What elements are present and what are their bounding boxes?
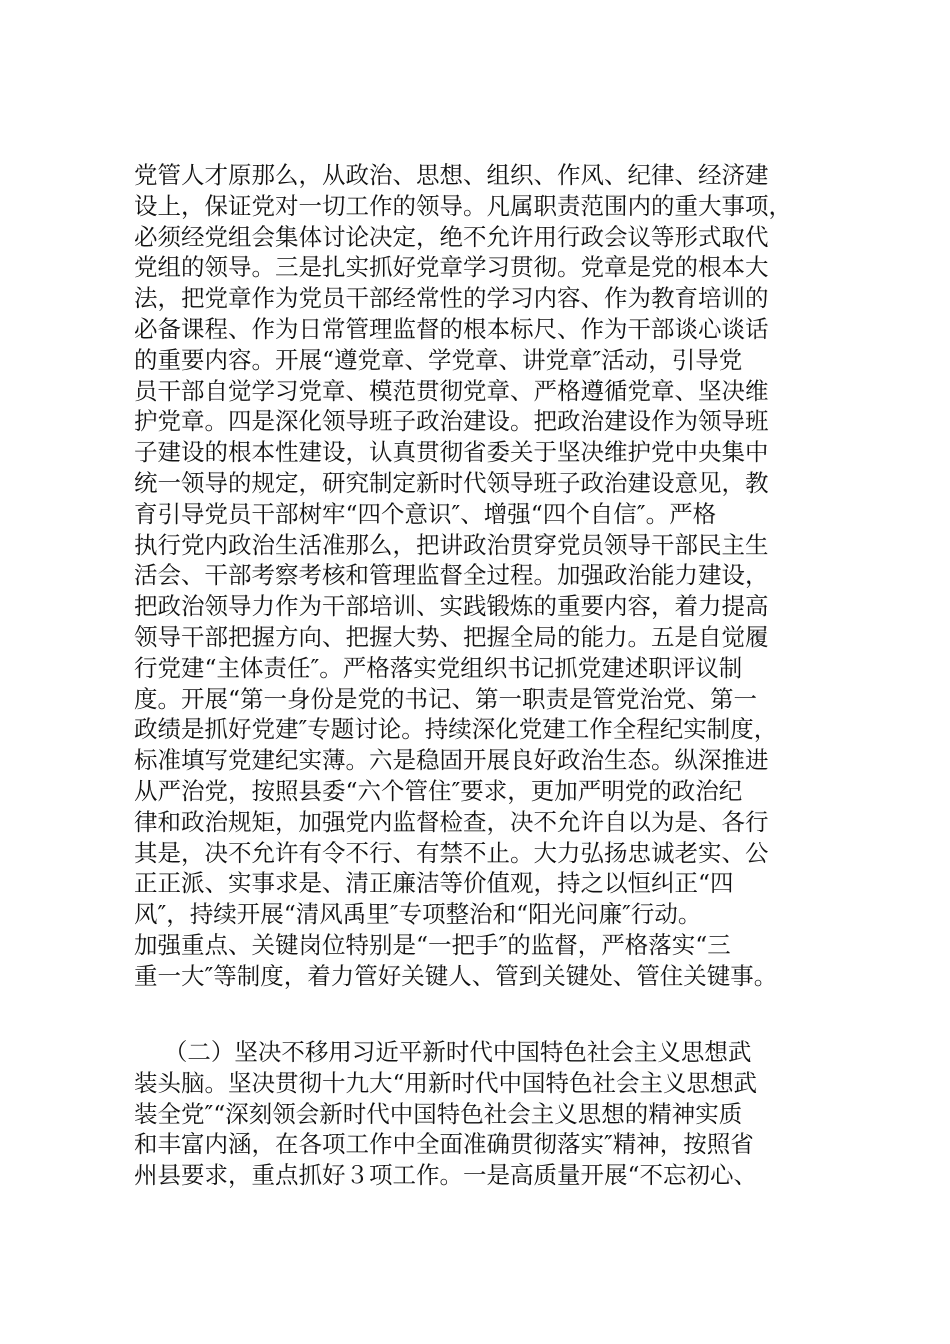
text-line: 把政治领导力作为干部培训、实践锻炼的重要内容，着力提高 xyxy=(134,592,769,621)
text-line: 从严治党，按照县委“六个管住″要求，更加严明党的政治纪 xyxy=(134,776,743,805)
text-line: 正正派、实事求是、清正廉洁等价值观，持之以恒纠正“四 xyxy=(134,869,734,898)
text-line: 领导干部把握方向、把握大势、把握全局的能力。五是自觉履 xyxy=(134,622,769,651)
text-line: 必须经党组会集体讨论决定，绝不允许用行政会议等形式取代 xyxy=(134,222,769,251)
text-line: 法，把党章作为党员干部经常性的学习内容、作为教育培训的 xyxy=(134,284,769,313)
text-line: 必备课程、作为日常管理监督的根本标尺、作为干部谈心谈话 xyxy=(134,314,769,343)
text-line: 装全党″“深刻领会新时代中国特色社会主义思想的精神实质 xyxy=(134,1099,743,1128)
text-line: 员干部自觉学习党章、模范贯彻党章、严格遵循党章、坚决维 xyxy=(134,376,769,405)
text-line: 活会、干部考察考核和管理监督全过程。加强政治能力建设， xyxy=(134,561,769,590)
text-line: 装头脑。坚决贯彻十九大“用新时代中国特色社会主义思想武 xyxy=(134,1068,758,1097)
text-line: 和丰富内涵，在各项工作中全面准确贯彻落实″精神，按照省 xyxy=(134,1130,754,1159)
text-line: 护党章。四是深化领导班子政治建设。把政治建设作为领导班 xyxy=(134,407,769,436)
text-line: 党组的领导。三是扎实抓好党章学习贯彻。党章是党的根本大 xyxy=(134,253,769,282)
text-line: 律和政治规矩，加强党内监督检查，决不允许自以为是、各行 xyxy=(134,807,769,836)
paragraph-1 xyxy=(134,160,824,992)
text-line: 州县要求，重点抓好３项工作。一是高质量开展“不忘初心、 xyxy=(134,1161,758,1190)
text-line: 加强重点、关键岗位特别是“一把手″的监督，严格落实“三 xyxy=(134,930,731,959)
text-line: 标准填写党建纪实薄。六是稳固开展良好政治生态。纵深推进 xyxy=(134,746,769,775)
text-line: 度。开展“第一身份是党的书记、第一职责是管党治党、第一 xyxy=(134,684,758,713)
text-line: 统一领导的规定，研究制定新时代领导班子政治建设意见，教 xyxy=(134,468,769,497)
text-line: 其是，决不允许有令不行、有禁不止。大力弘扬忠诚老实、公 xyxy=(134,838,769,867)
text-line: 设上，保证党对一切工作的领导。凡属职责范围内的重大事项， xyxy=(134,191,792,220)
text-line: 政绩是抓好党建″专题讨论。持续深化党建工作全程纪实制度， xyxy=(134,715,778,744)
text-line: 子建设的根本性建设，认真贯彻省委关于坚决维护党中央集中 xyxy=(134,438,769,467)
text-line: 的重要内容。开展“遵党章、学党章、讲党章″活动，引导党 xyxy=(134,345,743,374)
text-line: （二）坚决不移用习近平新时代中国特色社会主义思想武 xyxy=(134,1038,752,1066)
text-line: 风″，持续开展“清风禹里″专项整治和“阳光问廉″行动。 xyxy=(134,900,702,929)
text-line: 执行党内政治生活准那么，把讲政治贯穿党员领导干部民主生 xyxy=(134,530,769,559)
paragraph-2 xyxy=(134,1037,824,1191)
text-line: 育引导党员干部树牢“四个意识″、增强“四个自信″。严格 xyxy=(134,499,717,528)
text-line: 行党建“主体责任″。严格落实党组织书记抓党建述职评议制 xyxy=(134,653,743,682)
text-line: 重一大″等制度，着力管好关键人、管到关键处、管住关键事。 xyxy=(134,961,778,990)
text-line: 党管人才原那么，从政治、思想、组织、作风、纪律、经济建 xyxy=(134,161,769,189)
